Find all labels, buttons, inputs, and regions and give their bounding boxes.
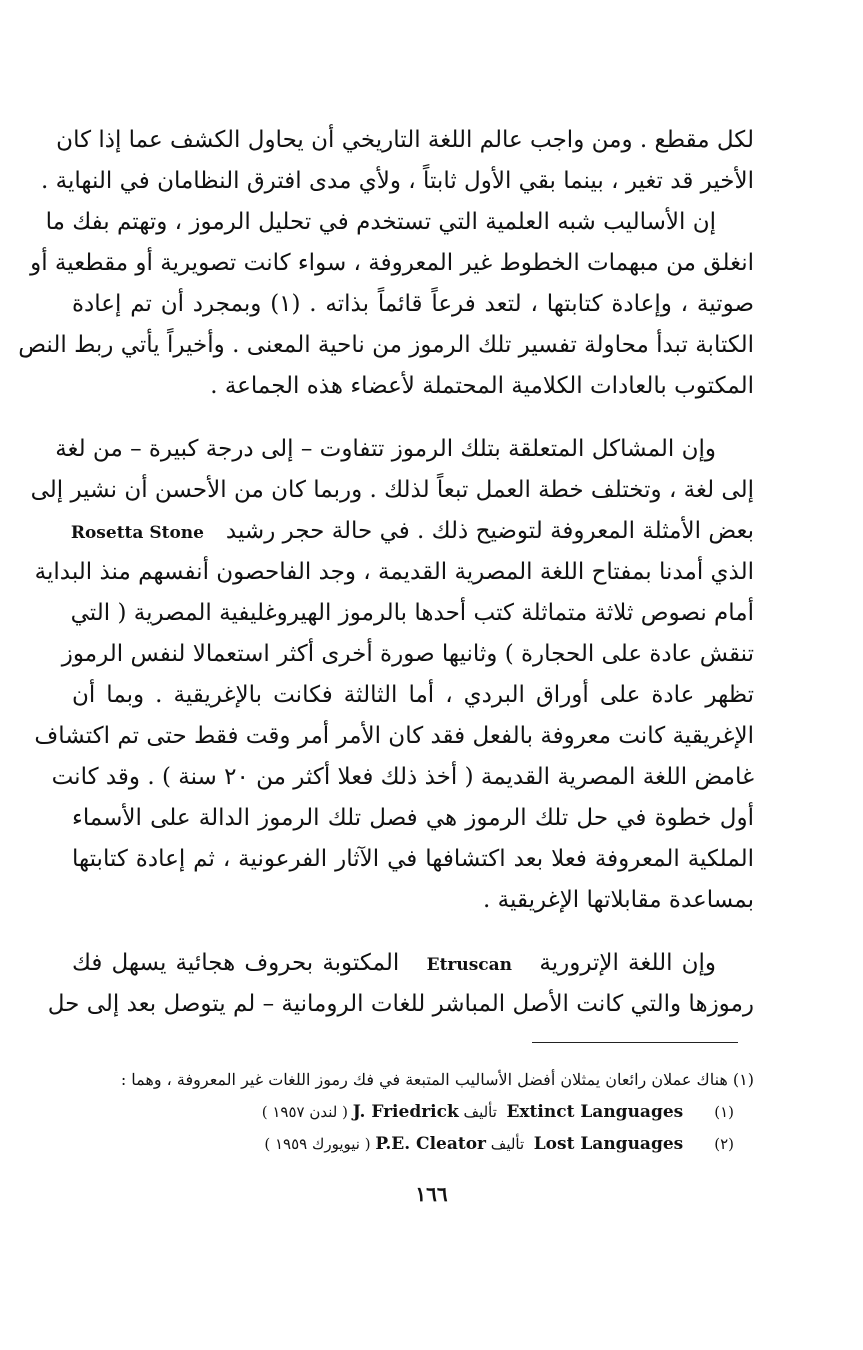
text-line bbox=[72, 511, 754, 552]
text-line: الملكية المعروفة فعلا بعد اكتشافها في الآثار الفرعونية ، ثم إعادة كتابتها bbox=[72, 846, 754, 872]
reference-number: (٢) bbox=[714, 1135, 734, 1153]
footnote-intro: (١) هناك عملان رائعان يمثلان أفضل الأساليب المتبعة في فك رموز اللغات غير المعروفة ، وهما : bbox=[120, 1070, 754, 1089]
text-line bbox=[72, 943, 754, 984]
text-line: إلى لغة ، وتختلف خطة العمل تبعاً لذلك . وربما كان من الأحسن أن نشير إلى bbox=[30, 477, 754, 503]
footnote-separator bbox=[532, 1042, 738, 1043]
reference-by: تأليف bbox=[490, 1135, 525, 1153]
reference-author: P.E. Cleator bbox=[375, 1134, 487, 1154]
text-line: المكتوب بالعادات الكلامية المحتملة لأعضاء هذه الجماعة . bbox=[210, 373, 754, 399]
main-text bbox=[18, 120, 754, 1025]
text-line: وإن المشاكل المتعلقة بتلك الرموز تتفاوت – إلى درجة كبيرة – من لغة bbox=[55, 436, 716, 462]
text-line: تظهر عادة على أوراق البردي ، أما الثالثة فكانت بالإغريقية . وبما أن bbox=[72, 682, 754, 708]
reference-by: تأليف bbox=[463, 1103, 497, 1121]
text-segment: المكتوبة بحروف هجائية يسهل فك bbox=[72, 950, 400, 976]
text-line: الأخير قد تغير ، بينما بقي الأول ثابتاً ، ولأي مدى افترق النظامان في النهاية . bbox=[40, 168, 754, 194]
text-line: صوتية ، وإعادة كتابتها ، لتعد فرعاً قائماً بذاته . (١) وبمجرد أن تم إعادة bbox=[72, 291, 754, 317]
text-line: إن الأساليب شبه العلمية التي تستخدم في تحليل الرموز ، وتهتم بفك ما bbox=[45, 209, 716, 235]
text-line: بمساعدة مقابلاتها الإغريقية . bbox=[483, 887, 754, 913]
latin-term-rosetta-stone: Rosetta Stone bbox=[70, 523, 204, 543]
latin-term-etruscan: Etruscan bbox=[426, 955, 513, 975]
text-segment: بعض الأمثلة المعروفة لتوضيح ذلك . في حالة حجر رشيد bbox=[225, 518, 754, 544]
reference-author: J. Friedrick bbox=[352, 1102, 459, 1122]
text-line: لكل مقطع . ومن واجب عالم اللغة التاريخي أن يحاول الكشف عما إذا كان bbox=[56, 127, 754, 153]
footnote-reference bbox=[72, 1096, 754, 1128]
text-segment: وإن اللغة الإترورية bbox=[539, 950, 716, 976]
footnotes bbox=[72, 1064, 754, 1160]
text-line: الإغريقية كانت معروفة بالفعل فقد كان الأمر أمر وقت فقط حتى تم اكتشاف bbox=[34, 723, 754, 749]
text-line: تنقش عادة على الحجارة ) وثانيها صورة أخرى أكثر استعمالا لنفس الرموز bbox=[61, 641, 754, 667]
footnote-reference bbox=[72, 1128, 754, 1160]
paragraph-gap bbox=[72, 407, 754, 429]
text-line: غامض اللغة المصرية القديمة ( أخذ ذلك فعلا أكثر من ٢٠ سنة ) . وقد كانت bbox=[51, 764, 754, 790]
text-line: الكتابة تبدأ محاولة تفسير تلك الرموز من ناحية المعنى . وأخيراً يأتي ربط النص bbox=[18, 332, 754, 358]
reference-title: Extinct Languages bbox=[506, 1102, 684, 1122]
text-line: أمام نصوص ثلاثة متماثلة كتب أحدها بالرموز الهيروغليفية المصرية ( التي bbox=[70, 600, 754, 626]
text-line: انغلق من مبهمات الخطوط غير المعروفة ، سواء كانت تصويرية أو مقطعية أو bbox=[30, 250, 754, 276]
reference-place: ( لندن ١٩٥٧ ) bbox=[261, 1103, 348, 1121]
reference-number: (١) bbox=[714, 1103, 734, 1121]
reference-title: Lost Languages bbox=[533, 1134, 684, 1154]
text-line: رموزها والتي كانت الأصل المباشر للغات الرومانية – لم يتوصل بعد إلى حل bbox=[47, 991, 754, 1017]
text-line: أول خطوة في حل تلك الرموز هي فصل تلك الرموز الدالة على الأسماء bbox=[72, 805, 754, 831]
text-line: الذي أمدنا بمفتاح اللغة المصرية القديمة ، وجد الفاحصون أنفسهم منذ البداية bbox=[34, 559, 754, 585]
page-number: ١٦٦ bbox=[415, 1182, 448, 1206]
reference-place: ( نيويورك ١٩٥٩ ) bbox=[264, 1135, 371, 1153]
paragraph-gap bbox=[72, 921, 754, 943]
